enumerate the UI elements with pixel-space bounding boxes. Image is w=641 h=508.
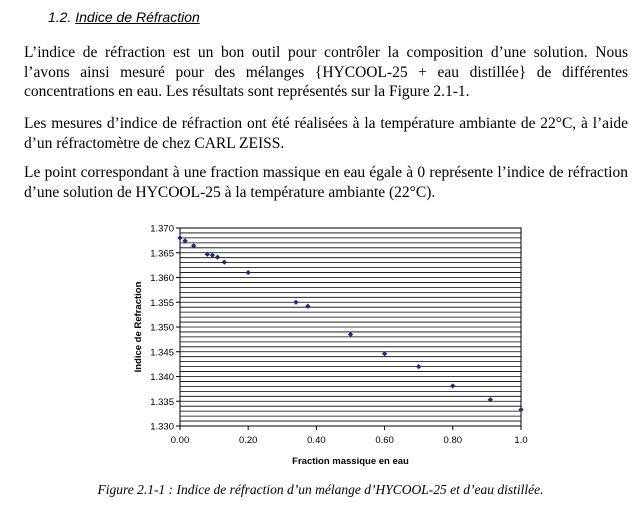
data-point [305, 304, 310, 309]
refraction-chart [128, 218, 528, 468]
data-point [348, 332, 353, 337]
y-tick-label: 1.355 [150, 297, 174, 309]
x-tick-label: 0.40 [307, 435, 326, 446]
x-axis-label: Fraction massique en eau [292, 456, 409, 467]
data-point [294, 300, 299, 305]
data-point [416, 364, 421, 369]
y-tick-label: 1.345 [150, 347, 174, 359]
x-tick-label: 0.20 [238, 435, 258, 446]
paragraph-2: Les mesures d’indice de réfraction ont été réalisées à la température ambiante de 22°C, à l’aide d’un réfractomètre de chez CARL ZEISS. [24, 115, 628, 152]
y-tick-label: 1.340 [150, 372, 174, 383]
x-tick-label: 1.0 [514, 435, 528, 446]
y-axis-label: Indice de Refraction [133, 281, 144, 373]
figure-caption: Figure 2.1-1 : Indice de réfraction d’un mélange d’HYCOOL-25 et d’eau distillée. [97, 482, 544, 497]
y-tick-label: 1.350 [150, 322, 174, 334]
x-tick-label: 0.80 [443, 435, 463, 446]
y-tick-label: 1.360 [150, 273, 174, 284]
y-tick-label: 1.365 [150, 248, 174, 260]
data-point [450, 384, 455, 389]
x-tick-label: 0.00 [170, 435, 190, 446]
y-tick-label: 1.335 [150, 396, 174, 408]
y-tick-label: 1.330 [150, 421, 174, 433]
x-tick-label: 0.60 [375, 435, 394, 446]
data-point [178, 236, 183, 241]
section-title: Indice de Réfraction [75, 9, 200, 25]
y-tick-label: 1.370 [150, 223, 174, 235]
data-point [210, 253, 215, 258]
paragraph-1: L’indice de réfraction est un bon outil pour contrôler la composition d’une solution. Nous l’avons ainsi mesuré pour des mélanges {HYCOOL-25 + eau distillée} de différentes concentrations en eau. Les résultats sont représentés sur la Figure 2.1-1. [24, 44, 628, 100]
data-point [215, 255, 220, 260]
data-point [222, 260, 227, 265]
section-number: 1.2. [48, 9, 72, 25]
section-heading [48, 9, 200, 25]
data-point [246, 270, 251, 275]
paragraph-3: Le point correspondant à une fraction massique en eau égale à 0 représente l’indice de réfraction d’une solution de HYCOOL-25 à la température ambiante (22°C). [24, 164, 628, 201]
